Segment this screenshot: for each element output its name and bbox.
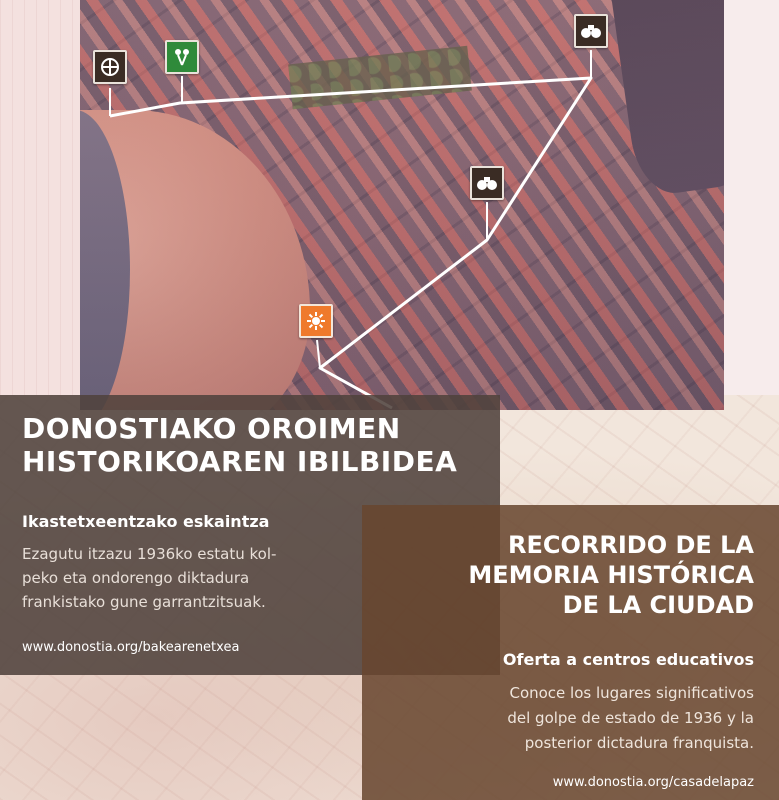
garden-marker[interactable]: [165, 40, 199, 74]
marker-stem-5: [317, 340, 320, 368]
basque-body-line3: frankistako gune garrantzitsuak.: [22, 593, 266, 611]
basque-url-link[interactable]: www.donostia.org/bakearenetxea: [22, 640, 240, 655]
basque-body-line2: peko eta ondorengo diktadura: [22, 569, 250, 587]
spanish-body-line1: Conoce los lugares significativos: [509, 684, 754, 702]
viewpoint-marker-center[interactable]: [470, 166, 504, 200]
spanish-title-line3: DE LA CIUDAD: [562, 591, 754, 619]
spanish-title-line2: MEMORIA HISTÓRICA: [468, 561, 754, 589]
basque-body-line1: Ezagutu itzazu 1936ko estatu kol-: [22, 545, 277, 563]
route-path-top: [110, 78, 591, 408]
basque-description: [22, 542, 342, 614]
spanish-url-link[interactable]: www.donostia.org/casadelapaz: [552, 775, 754, 790]
sun-gear-icon: [305, 310, 327, 332]
basque-subtitle: Ikastetxeentzako eskaintza: [22, 512, 270, 531]
compass-cross-icon: [99, 56, 121, 78]
binoculars-icon: [475, 173, 499, 193]
spanish-body-line2: del golpe de estado de 1936 y la: [507, 709, 754, 727]
basque-title-line1: DONOSTIAKO OROIMEN: [22, 412, 401, 445]
memorial-marker[interactable]: [299, 304, 333, 338]
binoculars-icon: [579, 21, 603, 41]
basque-title-line2: HISTORIKOAREN IBILBIDEA: [22, 445, 458, 478]
spanish-subtitle: Oferta a centros educativos: [502, 650, 754, 669]
tree-flower-icon: [171, 46, 193, 68]
spanish-title-line1: RECORRIDO DE LA: [508, 531, 754, 559]
viewpoint-marker-north[interactable]: [574, 14, 608, 48]
spanish-description: [420, 681, 754, 756]
compass-marker[interactable]: [93, 50, 127, 84]
basque-title: [22, 412, 492, 478]
spanish-body-line3: posterior dictadura franquista.: [524, 734, 754, 752]
spanish-title: [362, 530, 754, 620]
